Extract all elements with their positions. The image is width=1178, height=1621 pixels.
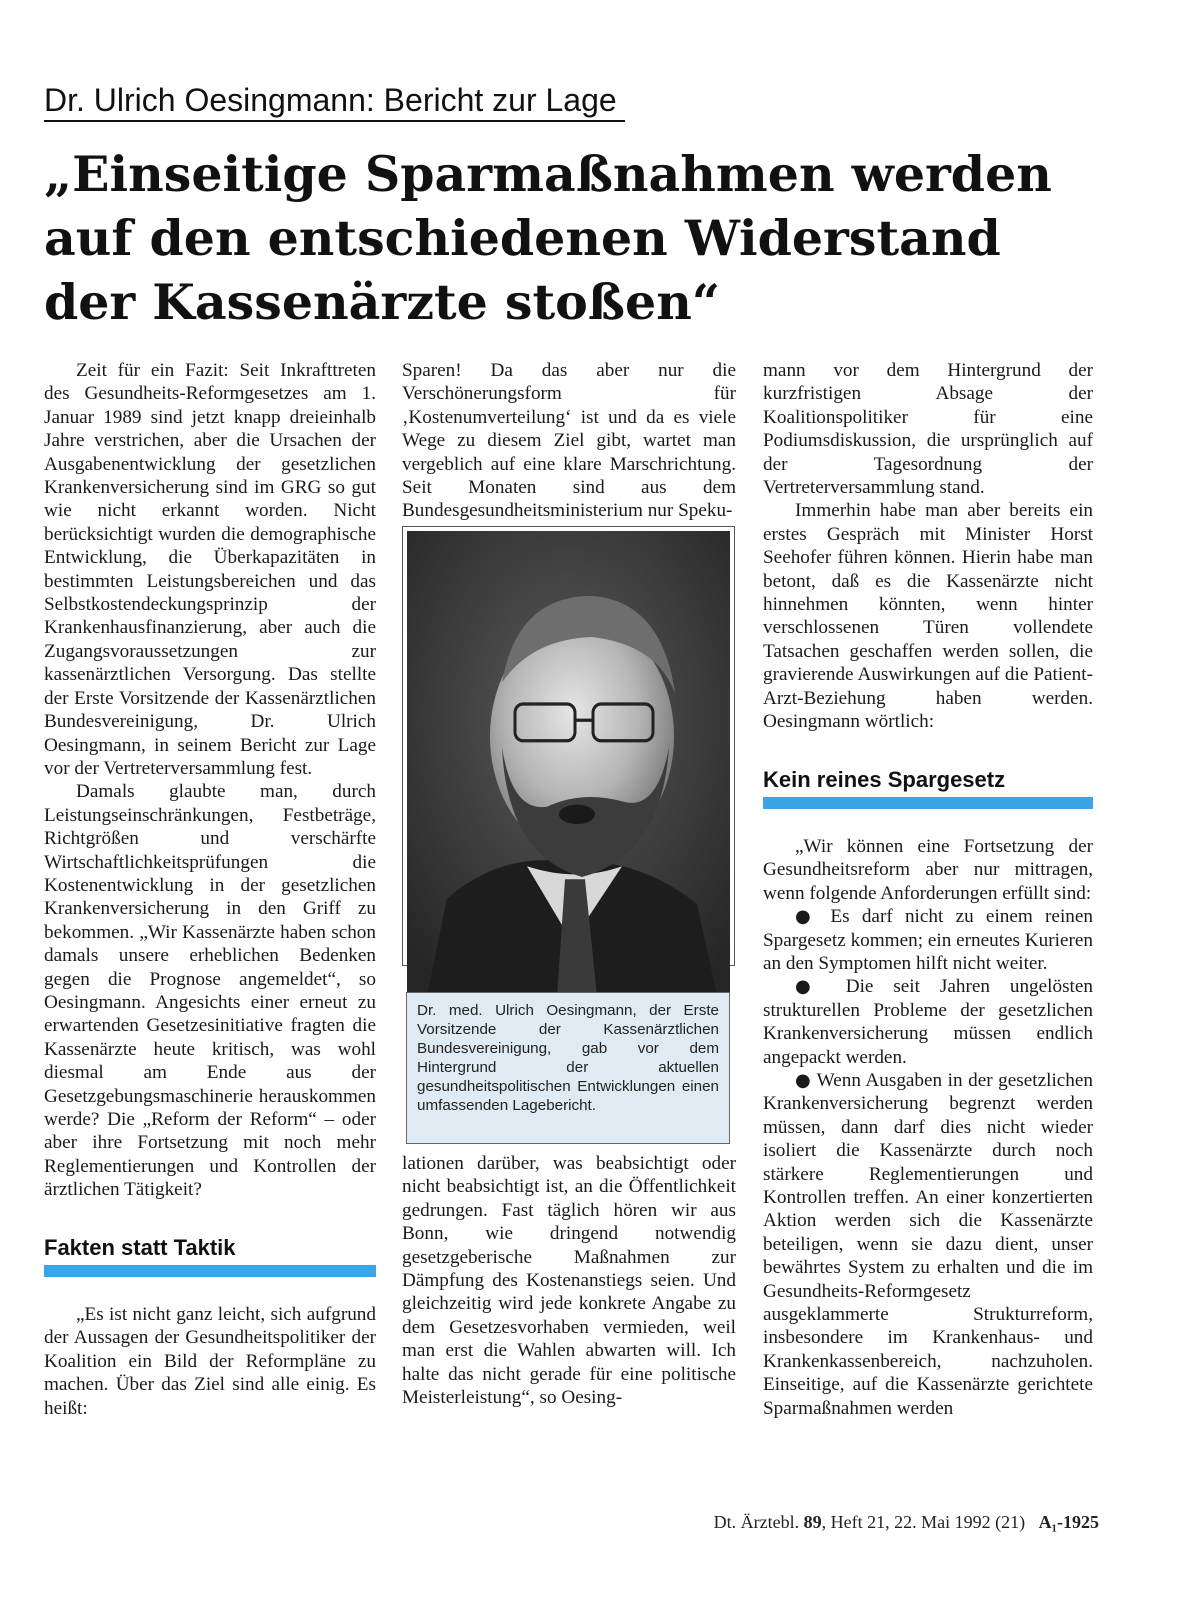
col3-bullet-2 [763,975,1093,1069]
subhead-spargesetz-label: Kein reines Spargesetz [763,766,1006,792]
footer-page-number: A₁-1925 [1038,1512,1099,1532]
col3-bullet-3-text: Wenn Ausgaben in der gesetzlichen Krankenversicherung begrenzt werden müssen, dann darf dies nicht wieder isoliert die Kassenärzte durch noch stärkere Reglementierungen und Kontrollen treffen. An einer konzertierten Aktion werden sich die Kassenärzte beteiligen, wenn sie dazu dient, unser bewährtes System zu erhalten und die im Gesundheits-Reformgesetz ausgeklammerte Strukturreform, insbesondere im Krankenhaus- und Krankenkassenbereich, nachzuholen. Einseitige, auf die Kassenärzte gerichtete Sparmaßnahmen werden [763,1069,1093,1419]
col3-bullet-3 [763,1069,1093,1420]
col3-bullet-2-text: Die seit Jahren ungelösten strukturellen Probleme der gesetzlichen Krankenversicherung müssen endlich angepackt werden. [763,976,1093,1068]
subhead-spargesetz [763,768,1093,813]
col2-paragraph-2: lationen darüber, was beabsichtigt oder nicht beabsichtigt ist, an die Öffentlichkeit gedrungen. Fast täglich hören wir aus Bonn, wie dringend notwendig gesetzgeberische Maßnahmen zur Dämpfung des Kostenanstiegs seien. Und gleichzeitig wird jede konkrete Angabe zu dem Gesetzesvorhaben vermieden, weil man erst die Wahlen abwarten will. Ich halte das nicht gerade für eine politische Meisterleistung“, so Oesing- [402,1153,736,1409]
col3-bullet-1-text: Es darf nicht zu einem reinen Spargesetz kommen; ein erneutes Kurieren an den Symptomen hilft nicht weiter. [763,906,1093,974]
col3-paragraph-2: Immerhin habe man aber bereits ein erstes Gespräch mit Minister Horst Seehofer führen können. Hierin habe man betont, daß es die Kassenärzte nicht hinnehmen könnten, wenn hinter verschlossenen Türen vollendete Tatsachen geschaffen werden sollen, die gravierende Auswirkungen auf die Patient-Arzt-Beziehung haben werden. Oesingmann wörtlich: [763,500,1093,733]
bullet-icon: ● [795,1069,812,1091]
footer-issue: , Heft 21, 22. Mai 1992 (21) [821,1512,1026,1532]
article-headline [44,142,1144,334]
col1-paragraph-2: Damals glaubte man, durch Leistungseinschränkungen, Festbeträge, Richtgrößen und verschärfte Wirtschaftlichkeitsprüfungen die Kostenentwicklung in der gesetzlichen Krankenversicherung in den Griff zu bekommen. „Wir Kassenärzte haben schon damals unsere erheblichen Bedenken gegen die Prognose angemeldet“, so Oesingmann. Angesichts einer erneut zu erwartenden Gesetzesinitiative fragten die Kassenärzte heute kritisch, was wohl diesmal am Ende aus der Gesetzgebungsmaschinerie herauskommen werde? Die „Reform der Reform“ – oder aber ihre Fortsetzung mit noch mehr Reglementierungen und Kontrollen der ärztlichen Tätigkeit? [44,781,376,1201]
column-2-top [402,359,736,523]
col3-paragraph-1: mann vor dem Hintergrund der kurzfristigen Absage der Koalitionspolitiker für eine Podiumsdiskussion, die ursprünglich auf der Tagesordnung der Vertreterversammlung stand. [763,360,1093,499]
col1-paragraph-1: Zeit für ein Fazit: Seit Inkrafttreten des Gesundheits-Reformgesetzes am 1. Januar 1989 sind jetzt knapp dreieinhalb Jahre verstrichen, aber die Ursachen der Ausgabenentwicklung der gesetzlichen Krankenversicherung sind im GRG so gut wie nicht erkannt worden. Nicht berücksichtigt wurden die demographische Entwicklung, die Überkapazitäten in bestimmten Leistungsbereichen und das Selbstkostendeckungsprinzip der Krankenhausfinanzierung, aber auch die Zugangsvoraussetzungen zur kassenärztlichen Versorgung. Das stellte der Erste Vorsitzende der Kassenärztlichen Bundesvereinigung, Dr. Ulrich Oesingmann, in seinem Bericht zur Lage vor der Vertreterversammlung fest. [44,360,376,779]
subhead-fakten-label: Fakten statt Taktik [44,1234,236,1260]
col2-paragraph-1: Sparen! Da das aber nur die Verschönerungsform für ‚Kostenumverteilung‘ ist und da es viele Wege zu diesem Ziel gibt, wartet man vergeblich auf eine klare Marschrichtung. Seit Monaten sind aus dem Bundesgesundheitsministerium nur Speku- [402,360,736,522]
subhead-accent-bar [763,797,1093,809]
page-footer [714,1512,1099,1533]
column-3 [763,359,1093,1420]
portrait-photo [407,531,730,996]
subhead-fakten [44,1236,376,1281]
bullet-icon: ● [795,976,826,998]
footer-journal: Dt. Ärztebl. [713,1512,800,1532]
col3-bullet-1 [763,905,1093,975]
subhead-accent-bar [44,1265,376,1277]
headline-line-1: „Einseitige Sparmaßnahmen werden [44,145,1052,203]
bullet-icon: ● [795,906,819,928]
headline-line-3: der Kassenärzte stoßen“ [44,273,720,331]
col1-paragraph-3: „Es ist nicht ganz leicht, sich aufgrund der Aussagen der Gesundheitspolitiker der Koalition ein Bild der Reformpläne zu machen. Über das Ziel sind alle einig. Es heißt: [44,1304,376,1419]
portrait-photo-frame [402,526,735,966]
headline-line-2: auf den entschiedenen Widerstand [44,209,1001,267]
photo-caption: Dr. med. Ulrich Oesingmann, der Erste Vorsitzende der Kassenärztlichen Bundesvereinigung, gab vor dem Hintergrund der aktuellen gesundheitspolitischen Entwicklungen einen umfassenden Lagebericht. [406,992,730,1144]
col3-paragraph-3: „Wir können eine Fortsetzung der Gesundheitsreform aber nur mittragen, wenn folgende Anforderungen erfüllt sind: [763,835,1093,904]
footer-volume: 89 [803,1512,822,1532]
article-kicker: Dr. Ulrich Oesingmann: Bericht zur Lage [44,80,625,122]
column-2-bottom [402,1152,736,1409]
column-1 [44,359,376,1420]
